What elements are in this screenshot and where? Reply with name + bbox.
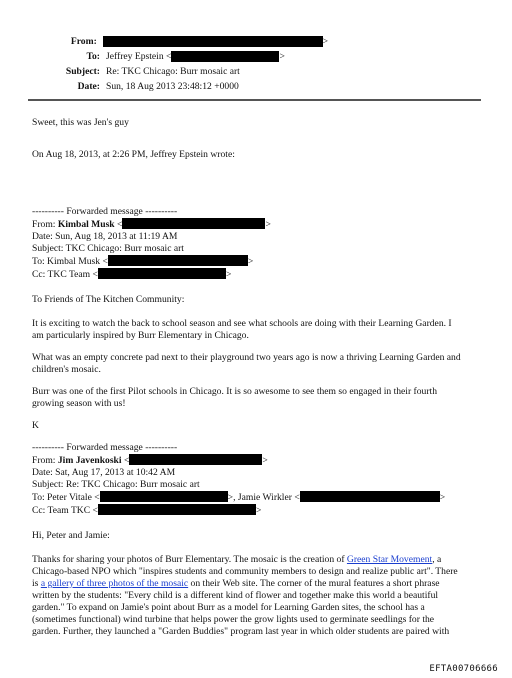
angle-bracket: > xyxy=(262,455,268,466)
forwarded-header-2 xyxy=(32,442,484,517)
header-divider xyxy=(28,99,481,101)
forward-subject: Subject: TKC Chicago: Burr mosaic art xyxy=(32,243,184,254)
quote-intro: On Aug 18, 2013, at 2:26 PM, Jeffrey Epstein wrote: xyxy=(32,149,235,160)
angle-bracket: > xyxy=(225,269,232,280)
redaction-block xyxy=(100,491,228,502)
text-span: , a xyxy=(432,554,442,565)
to-prefix: To: Peter Vitale < xyxy=(32,492,100,503)
forward-cc xyxy=(32,504,484,517)
angle-bracket: > xyxy=(247,256,254,267)
date-label: Date: xyxy=(77,80,100,92)
text-line: written by the students: "Every child is a different kind of flower and together make this world a beautiful xyxy=(32,590,439,601)
text-line: It is exciting to watch the back to school season and see what schools are doing with their Learning Garden. I xyxy=(32,318,452,329)
redaction-block xyxy=(171,51,279,62)
from-label: From: xyxy=(70,35,97,47)
from-prefix: From: xyxy=(32,219,58,230)
date-value: Sun, 18 Aug 2013 23:48:12 +0000 xyxy=(106,80,239,92)
forward-date: Date: Sat, Aug 17, 2013 at 10:42 AM xyxy=(32,467,176,478)
text-line: Burr was one of the first Pilot schools in Chicago. It is so awesome to see them so engaged in their fourth xyxy=(32,386,437,397)
text-line xyxy=(32,578,484,590)
angle-bracket: > xyxy=(265,219,271,230)
mosaic-gallery-link[interactable]: a gallery of three photos of the mosaic xyxy=(40,578,189,589)
angle-bracket: > xyxy=(279,50,285,62)
to-row xyxy=(28,49,328,64)
text-line: (sometimes functional) wind turbine that helps power the grow lights used to germinate seedlings for the xyxy=(32,614,435,625)
forward-from: From: Jim Javenkoski < > xyxy=(32,455,268,466)
greeting-1: To Friends of The Kitchen Community: xyxy=(32,294,185,305)
redaction-block xyxy=(103,36,323,47)
text-line: Chicago-based NPO which "inspires students and community members to design and realize public art". There xyxy=(32,566,458,577)
from-prefix: From: xyxy=(32,455,58,466)
text-line: garden. Further, they launched a "Garden Buddies" program last year in which older students are paired with xyxy=(32,626,450,637)
angle-bracket: > xyxy=(439,492,446,503)
redaction-block xyxy=(300,491,440,502)
paragraph-1 xyxy=(32,318,484,342)
forwarded-header-1 xyxy=(32,206,484,281)
text-line: growing season with us! xyxy=(32,398,126,409)
redaction-block xyxy=(98,504,256,515)
angle-bracket: > xyxy=(322,35,328,47)
redaction-block xyxy=(122,218,265,229)
text-line: am particularly inspired by Burr Elementary in Chicago. xyxy=(32,330,249,341)
to-separator: >, Jamie Wirkler < xyxy=(227,492,300,503)
text-span: Thanks for sharing your photos of Burr Elementary. The mosaic is the creation of xyxy=(32,554,347,565)
redaction-block xyxy=(129,454,262,465)
text-span: on their Web site. The corner of the mural features a short phrase xyxy=(188,578,440,589)
redaction-block xyxy=(98,268,226,279)
text-line xyxy=(32,554,484,566)
cc-prefix: Cc: TKC Team < xyxy=(32,269,98,280)
from-row xyxy=(28,34,328,49)
forward-to xyxy=(32,255,484,268)
paragraph-2 xyxy=(32,352,484,376)
email-header xyxy=(28,34,328,94)
to-prefix: To: Kimbal Musk < xyxy=(32,256,108,267)
text-line: What was an empty concrete pad next to their playground two years ago is now a thriving Learning Garden and xyxy=(32,352,461,363)
forward-subject: Subject: Re: TKC Chicago: Burr mosaic art xyxy=(32,479,200,490)
angle-bracket: > xyxy=(255,505,262,516)
forward-to xyxy=(32,491,484,504)
sender-name: Jim Javenkoski xyxy=(57,455,122,466)
subject-row xyxy=(28,64,328,79)
paragraph-3 xyxy=(32,386,484,410)
text-line: children's mosaic. xyxy=(32,364,101,375)
document-id: EFTA00706666 xyxy=(429,664,498,674)
forward-date: Date: Sun, Aug 18, 2013 at 11:19 AM xyxy=(32,231,178,242)
forward-cc xyxy=(32,268,484,281)
subject-value: Re: TKC Chicago: Burr mosaic art xyxy=(106,65,240,77)
signature: K xyxy=(32,420,39,431)
text-line: garden." To expand on Jamie's point about Burr as a model for Learning Garden sites, the school has a xyxy=(32,602,425,613)
paragraph-4 xyxy=(32,554,484,638)
sender-name: Kimbal Musk xyxy=(57,219,115,230)
greeting-2: Hi, Peter and Jamie: xyxy=(32,530,110,541)
to-label: To: xyxy=(86,50,100,62)
redaction-block xyxy=(108,255,248,266)
forward-from: From: Kimbal Musk < > xyxy=(32,219,271,230)
forward-marker: ---------- Forwarded message ---------- xyxy=(32,442,178,453)
forward-marker: ---------- Forwarded message ---------- xyxy=(32,206,178,217)
subject-label: Subject: xyxy=(65,65,100,77)
cc-prefix: Cc: Team TKC < xyxy=(32,505,98,516)
reply-text: Sweet, this was Jen's guy xyxy=(32,117,129,128)
text-span: is xyxy=(32,578,41,589)
to-value: Jeffrey Epstein < xyxy=(106,50,172,62)
date-row xyxy=(28,79,328,94)
green-star-movement-link[interactable]: Green Star Movement xyxy=(346,554,433,565)
